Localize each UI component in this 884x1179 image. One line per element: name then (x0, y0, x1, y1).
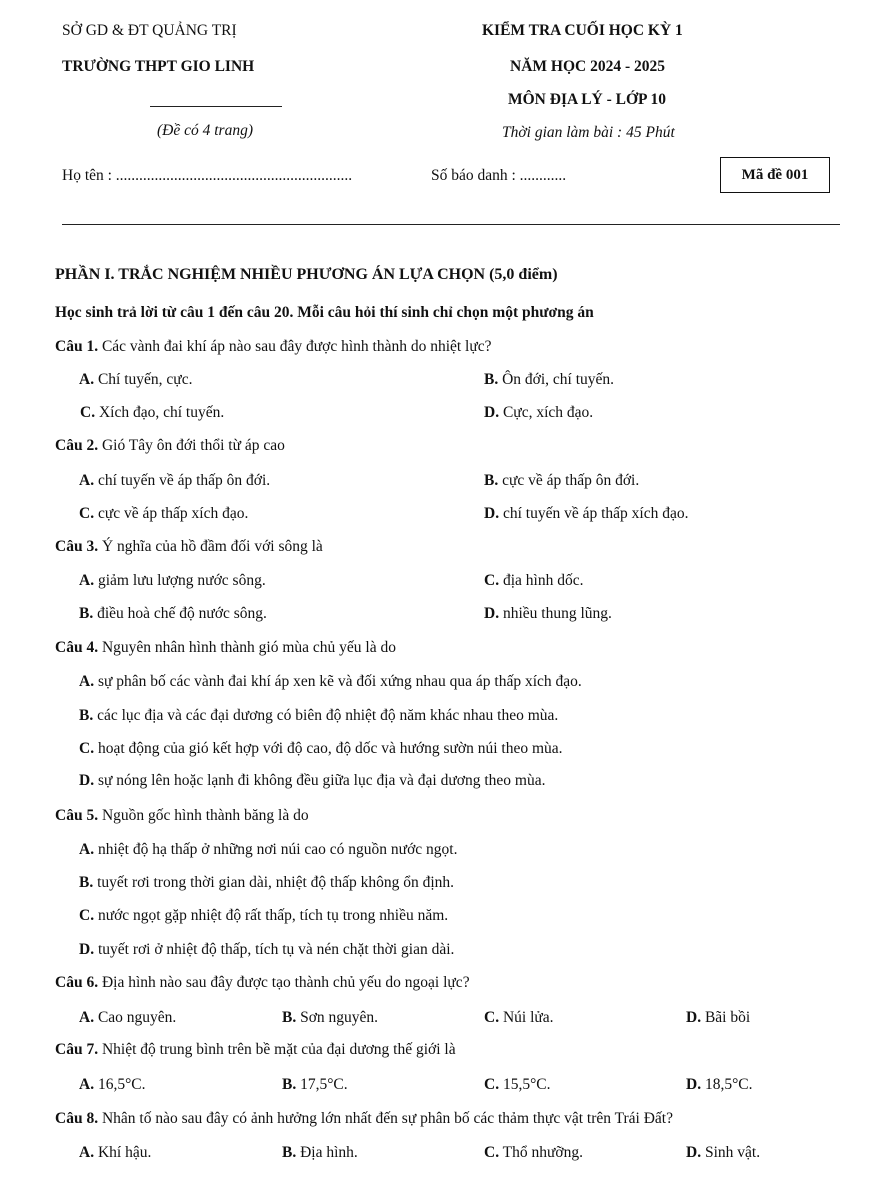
option-1b[interactable] (484, 371, 614, 389)
option-label: B. (282, 1009, 297, 1026)
subject-title: MÔN ĐỊA LÝ - LỚP 10 (508, 91, 667, 108)
option-text: sự phân bố các vành đai khí áp xen kẽ và đối xứng nhau qua áp thấp xích đạo. (94, 673, 582, 690)
question-text: Nguyên nhân hình thành gió mùa chủ yếu là do (98, 639, 396, 656)
option-4c[interactable] (79, 740, 563, 758)
option-2d[interactable] (484, 505, 688, 523)
option-text: 15,5°C. (499, 1076, 551, 1093)
pages-note: (Đề có 4 trang) (157, 122, 253, 139)
option-label: A. (79, 371, 95, 388)
question-label: Câu 5. (55, 807, 99, 824)
option-3b[interactable] (79, 605, 267, 623)
question-text: Ý nghĩa của hồ đầm đối với sông là (98, 538, 323, 555)
question-label: Câu 3. (55, 538, 99, 555)
option-label: C. (79, 505, 95, 522)
question-8 (55, 1110, 673, 1128)
option-8b[interactable] (282, 1144, 358, 1162)
option-label: B. (79, 605, 94, 622)
option-text: Địa hình. (296, 1144, 358, 1161)
option-text: nước ngọt gặp nhiệt độ rất thấp, tích tụ trong nhiều năm. (94, 907, 449, 924)
option-5b[interactable] (79, 874, 454, 892)
option-label: A. (79, 572, 95, 589)
option-label: D. (79, 772, 95, 789)
option-7b[interactable] (282, 1076, 348, 1094)
option-label: D. (686, 1009, 702, 1026)
option-label: C. (79, 907, 95, 924)
option-text: Bãi bồi (701, 1009, 751, 1026)
question-text: Nhân tố nào sau đây có ảnh hưởng lớn nhất đến sự phân bố các thảm thực vật trên Trái Đất? (98, 1110, 673, 1127)
option-label: A. (79, 1009, 95, 1026)
question-label: Câu 4. (55, 639, 99, 656)
question-6 (55, 974, 470, 992)
option-label: C. (79, 740, 95, 757)
option-text: sự nóng lên hoặc lạnh đi không đều giữa lục địa và đại dương theo mùa. (94, 772, 546, 789)
option-text: giảm lưu lượng nước sông. (94, 572, 266, 589)
option-8c[interactable] (484, 1144, 583, 1162)
option-label: B. (282, 1144, 297, 1161)
option-label: A. (79, 472, 95, 489)
option-text: cực về áp thấp ôn đới. (498, 472, 640, 489)
school-name: TRƯỜNG THPT GIO LINH (62, 58, 255, 75)
option-label: B. (79, 874, 94, 891)
exam-code: Mã đề 001 (741, 166, 809, 183)
header-underline (150, 106, 282, 107)
option-text: tuyết rơi trong thời gian dài, nhiệt độ thấp không ổn định. (93, 874, 455, 891)
question-2 (55, 437, 285, 455)
option-text: Chí tuyến, cực. (94, 371, 193, 388)
option-8a[interactable] (79, 1144, 151, 1162)
section-instruction: Học sinh trả lời từ câu 1 đến câu 20. Mỗi câu hỏi thí sinh chỉ chọn một phương án (55, 304, 594, 321)
option-text: Cao nguyên. (94, 1009, 177, 1026)
option-text: các lục địa và các đại dương có biên độ nhiệt độ năm khác nhau theo mùa. (93, 707, 559, 724)
question-7 (55, 1041, 456, 1059)
option-label: D. (686, 1076, 702, 1093)
option-1c[interactable] (80, 404, 224, 422)
option-label: A. (79, 1144, 95, 1161)
question-label: Câu 8. (55, 1110, 99, 1127)
question-label: Câu 2. (55, 437, 99, 454)
option-text: Núi lửa. (499, 1009, 554, 1026)
student-name-field: Họ tên : ............................................................. (62, 167, 353, 184)
question-text: Nguồn gốc hình thành băng là do (98, 807, 309, 824)
option-2a[interactable] (79, 472, 270, 490)
option-text: 18,5°C. (701, 1076, 753, 1093)
option-2b[interactable] (484, 472, 639, 490)
option-8d[interactable] (686, 1144, 760, 1162)
exam-code-box (720, 157, 830, 193)
option-6b[interactable] (282, 1009, 378, 1027)
option-label: D. (79, 941, 95, 958)
option-text: Ôn đới, chí tuyến. (498, 371, 615, 388)
question-label: Câu 1. (55, 338, 99, 355)
department-name: SỞ GD & ĐT QUẢNG TRỊ (62, 22, 237, 39)
question-5 (55, 807, 309, 825)
option-label: D. (484, 505, 500, 522)
question-label: Câu 7. (55, 1041, 99, 1058)
option-label: B. (484, 472, 499, 489)
option-label: C. (484, 1076, 500, 1093)
question-3 (55, 538, 323, 556)
option-5c[interactable] (79, 907, 448, 925)
option-label: D. (484, 404, 500, 421)
option-label: B. (282, 1076, 297, 1093)
exam-title: KIỂM TRA CUỐI HỌC KỲ 1 (482, 22, 683, 39)
option-text: cực về áp thấp xích đạo. (94, 505, 249, 522)
option-4b[interactable] (79, 707, 558, 725)
option-label: C. (484, 1144, 500, 1161)
option-text: địa hình dốc. (499, 572, 584, 589)
option-6a[interactable] (79, 1009, 176, 1027)
question-label: Câu 6. (55, 974, 99, 991)
option-label: C. (484, 572, 500, 589)
question-text: Địa hình nào sau đây được tạo thành chủ yếu do ngoại lực? (98, 974, 470, 991)
option-label: B. (79, 707, 94, 724)
option-4d[interactable] (79, 772, 545, 790)
question-4 (55, 639, 396, 657)
option-text: chí tuyến về áp thấp ôn đới. (94, 472, 271, 489)
option-text: nhiều thung lũng. (499, 605, 612, 622)
header-divider (62, 224, 840, 225)
option-7a[interactable] (79, 1076, 146, 1094)
option-label: C. (80, 404, 96, 421)
question-text: Nhiệt độ trung bình trên bề mặt của đại dương thế giới là (98, 1041, 456, 1058)
option-label: C. (484, 1009, 500, 1026)
option-text: 16,5°C. (94, 1076, 146, 1093)
option-text: Khí hậu. (94, 1144, 152, 1161)
option-text: chí tuyến về áp thấp xích đạo. (499, 505, 689, 522)
option-label: B. (484, 371, 499, 388)
option-text: Sinh vật. (701, 1144, 761, 1161)
option-label: D. (686, 1144, 702, 1161)
option-text: Thổ nhưỡng. (499, 1144, 583, 1161)
option-text: nhiệt độ hạ thấp ở những nơi núi cao có nguồn nước ngọt. (94, 841, 458, 858)
option-text: điều hoà chế độ nước sông. (93, 605, 267, 622)
question-1 (55, 338, 492, 356)
option-text: Sơn nguyên. (296, 1009, 379, 1026)
exam-duration: Thời gian làm bài : 45 Phút (502, 124, 675, 141)
option-label: D. (484, 605, 500, 622)
option-text: hoạt động của gió kết hợp với độ cao, độ dốc và hướng sườn núi theo mùa. (94, 740, 563, 757)
option-3c[interactable] (484, 572, 583, 590)
option-2c[interactable] (79, 505, 248, 523)
option-1a[interactable] (79, 371, 192, 389)
school-year: NĂM HỌC 2024 - 2025 (510, 58, 665, 75)
option-5a[interactable] (79, 841, 457, 859)
student-id-field: Số báo danh : ............ (431, 167, 567, 184)
question-text: Các vành đai khí áp nào sau đây được hình thành do nhiệt lực? (98, 338, 492, 355)
question-text: Gió Tây ôn đới thổi từ áp cao (98, 437, 285, 454)
option-4a[interactable] (79, 673, 582, 691)
option-label: A. (79, 841, 95, 858)
option-text: Xích đạo, chí tuyến. (95, 404, 225, 421)
option-label: A. (79, 1076, 95, 1093)
section-title: PHẦN I. TRẮC NGHIỆM NHIỀU PHƯƠNG ÁN LỰA CHỌN (5,0 điểm) (55, 266, 558, 283)
option-text: tuyết rơi ở nhiệt độ thấp, tích tụ và nén chặt thời gian dài. (94, 941, 455, 958)
option-label: A. (79, 673, 95, 690)
option-5d[interactable] (79, 941, 454, 959)
option-7c[interactable] (484, 1076, 551, 1094)
option-text: Cực, xích đạo. (499, 404, 594, 421)
option-1d[interactable] (484, 404, 593, 422)
option-3a[interactable] (79, 572, 266, 590)
option-6c[interactable] (484, 1009, 554, 1027)
option-6d[interactable] (686, 1009, 750, 1027)
option-7d[interactable] (686, 1076, 753, 1094)
option-3d[interactable] (484, 605, 612, 623)
option-text: 17,5°C. (296, 1076, 348, 1093)
